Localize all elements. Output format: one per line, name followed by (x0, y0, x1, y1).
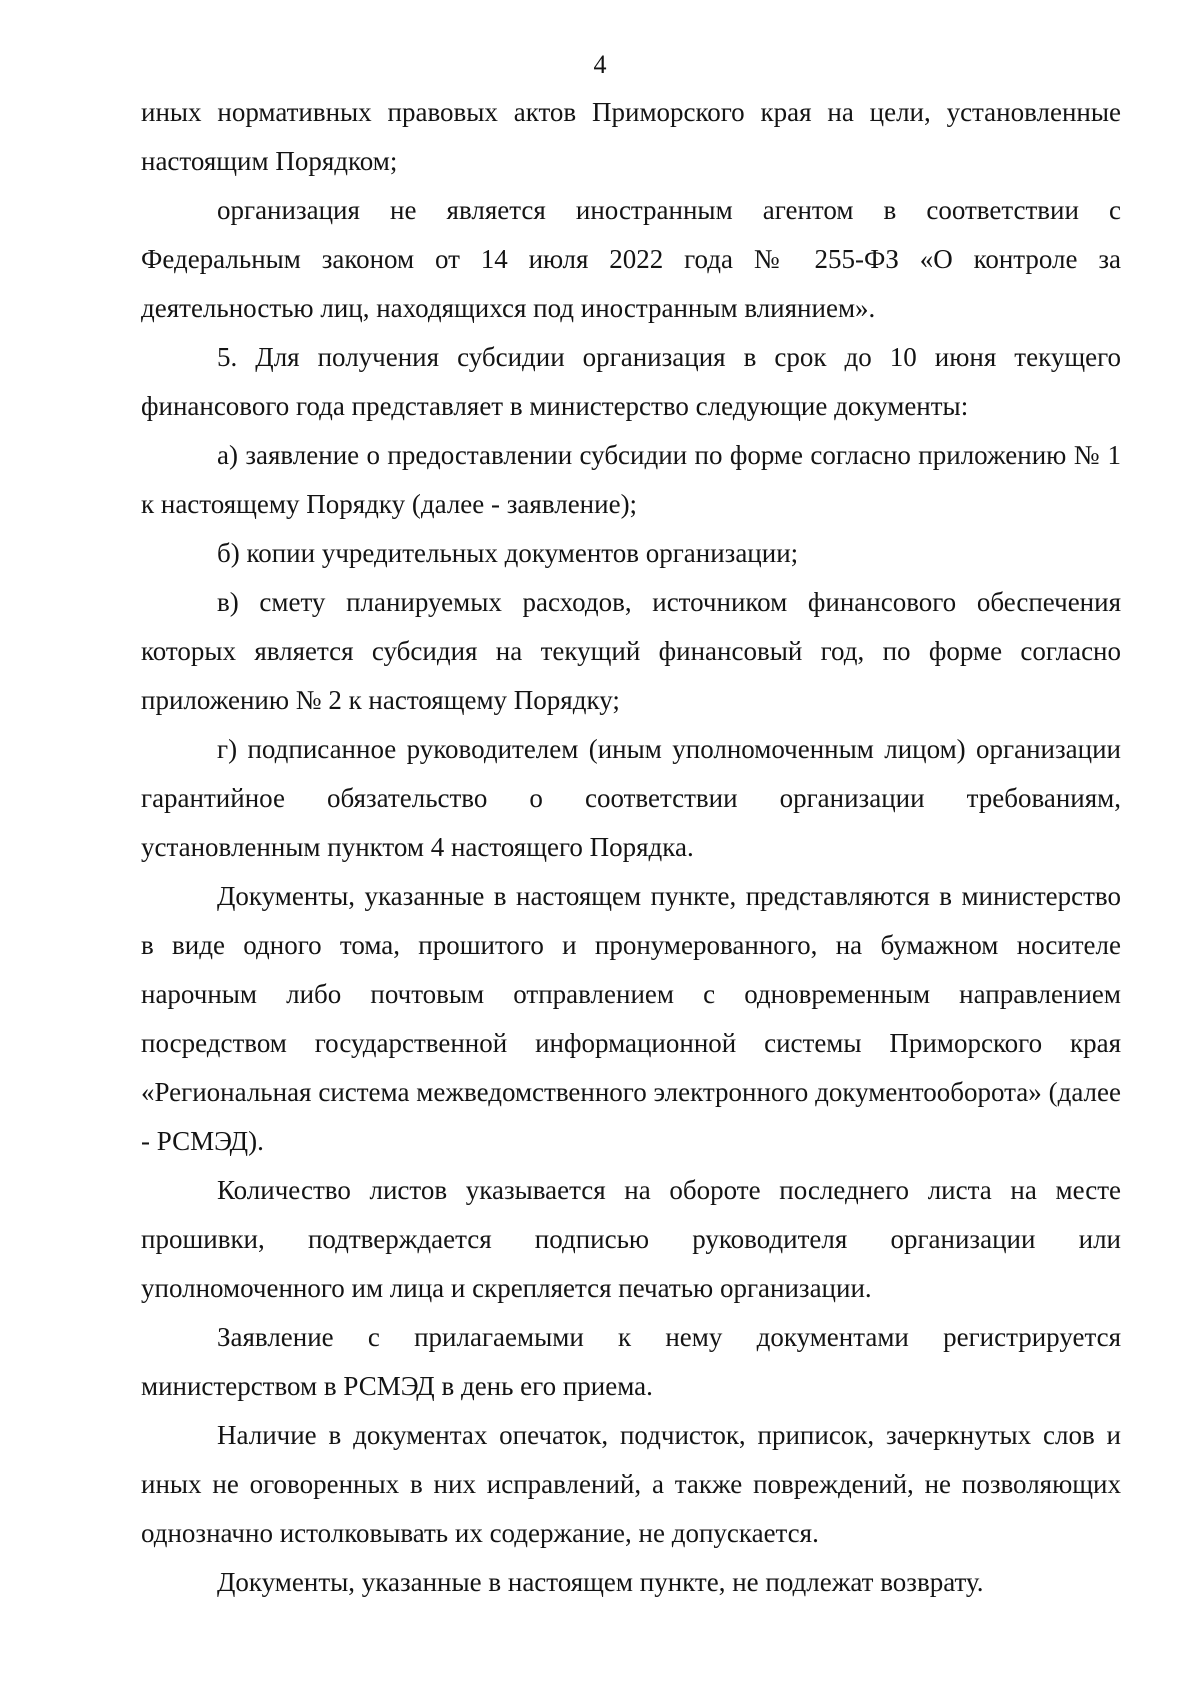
paragraph-item-v: в) смету планируемых расходов, источником финансового обеспечения которых является субсидия на текущий финансовый год, по форме согласно приложению № 2 к настоящему Порядку; (141, 587, 1121, 715)
paragraph-item-g: г) подписанное руководителем (иным уполномоченным лицом) организации гарантийное обязательство о соответствии организации требованиям, установленным пунктом 4 настоящего Порядка. (141, 734, 1121, 862)
paragraph-item-5: 5. Для получения субсидии организация в срок до 10 июня текущего финансового года представляет в министерство следующие документы: (141, 342, 1121, 421)
document-body (141, 88, 1121, 1607)
paragraph-corrections: Наличие в документах опечаток, подчисток, приписок, зачеркнутых слов и иных не оговоренных в них исправлений, а также повреждений, не позволяющих однозначно истолковывать их содержание, не допускается. (141, 1420, 1121, 1548)
paragraph-registration: Заявление с прилагаемыми к нему документами регистрируется министерством в РСМЭД в день его приема. (141, 1322, 1121, 1401)
page-number: 4 (593, 50, 607, 79)
paragraph-item-a: а) заявление о предоставлении субсидии по форме согласно приложению № 1 к настоящему Порядку (далее - заявление); (141, 440, 1121, 519)
paragraph-sheet-count: Количество листов указывается на обороте последнего листа на месте прошивки, подтверждается подписью руководителя организации или уполномоченного им лица и скрепляется печатью организации. (141, 1175, 1121, 1303)
paragraph-no-return: Документы, указанные в настоящем пункте, не подлежат возврату. (217, 1567, 984, 1597)
paragraph-continuation: иных нормативных правовых актов Приморского края на цели, установленные настоящим Порядком; (141, 97, 1121, 176)
paragraph-foreign-agent: организация не является иностранным агентом в соответствии с Федеральным законом от 14 июля 2022 года № 255-ФЗ «О контроле за деятельностью лиц, находящихся под иностранным влиянием». (141, 195, 1121, 323)
paragraph-item-b: б) копии учредительных документов организации; (217, 538, 799, 568)
paragraph-submission: Документы, указанные в настоящем пункте, представляются в министерство в виде одного тома, прошитого и пронумерованного, на бумажном носителе нарочным либо почтовым отправлением с одновременным направлением посредством государственной информационной системы Приморского края «Региональная система межведомственного электронного документооборота» (далее - РСМЭД). (141, 881, 1121, 1156)
